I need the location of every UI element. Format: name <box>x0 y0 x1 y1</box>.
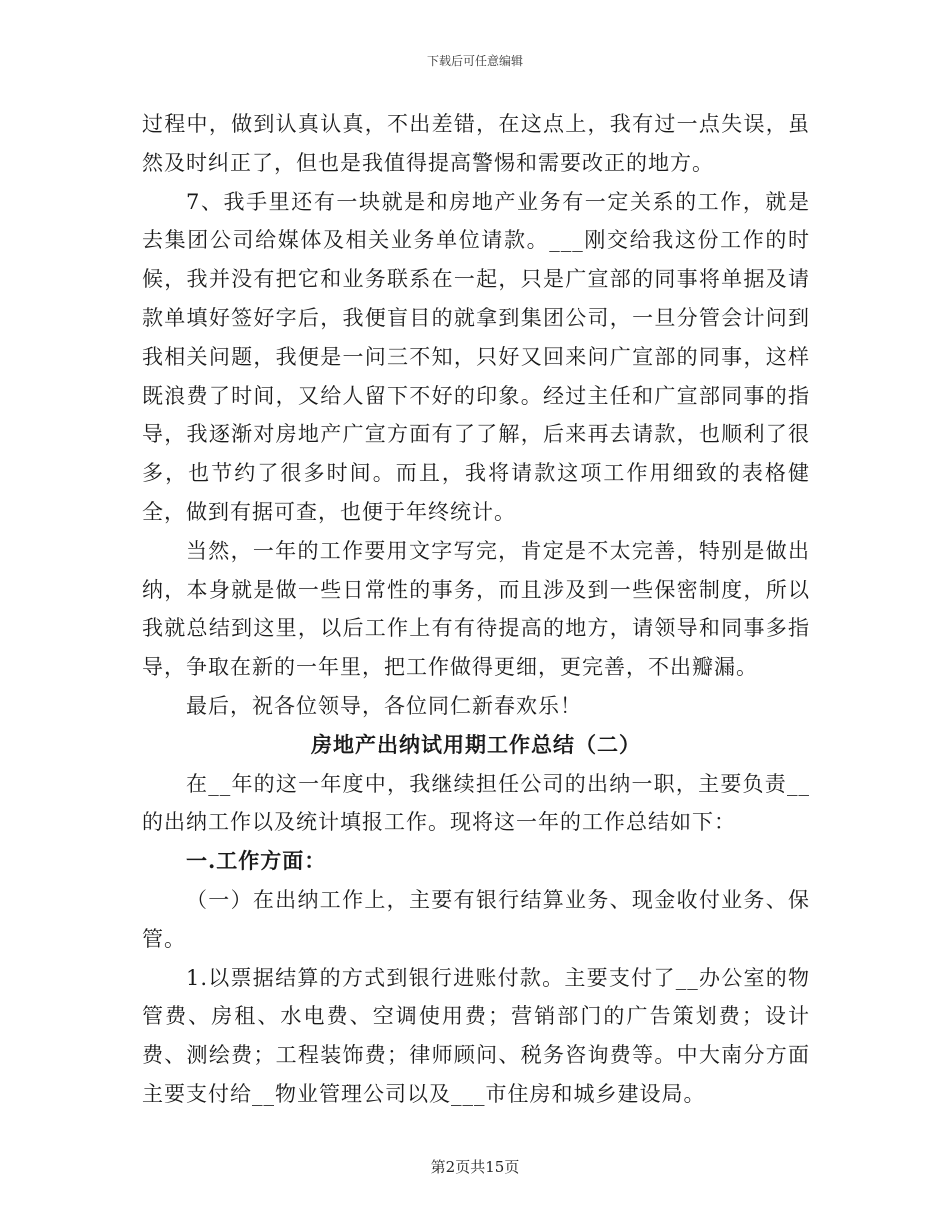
paragraph-item-seven: 7、我手里还有一块就是和房地产业务有一定关系的工作，就是去集团公司给媒体及相关业务单位请款。___刚交给我这份工作的时候，我并没有把它和业务联系在一起，只是广宣部的同事将单据及请款单填好签好字后，我便盲目的就拿到集团公司，一旦分管会计问到我相关问题，我便是一问三不知，只好又回来问广宣部的同事，这样既浪费了时间，又给人留下不好的印象。经过主任和广宣部同事的指导，我逐渐对房地产广宣方面有了了解，后来再去请款，也顺利了很多，也节约了很多时间。而且，我将请款这项工作用细致的表格健全，做到有据可查，也便于年终统计。 <box>142 189 810 524</box>
footer-suffix: 页 <box>504 1158 520 1176</box>
paragraph-conclusion: 当然，一年的工作要用文字写完，肯定是不太完善，特别是做出纳，本身就是做一些日常性的事务，而且涉及到一些保密制度，所以我就总结到这里，以后工作上有有待提高的地方，请领导和同事多指导，争取在新的一年里，把工作做得更细，更完善，不出瓣漏。 <box>142 538 810 680</box>
paragraph-item-one-detail: 1.以票据结算的方式到银行进账付款。主要支付了__办公室的物管费、房租、水电费、空调使用费；营销部门的广告策划费；设计费、测绘费；工程装饰费；律师顾问、税务咨询费等。中大南分方面主要支付给__物业管理公司以及___市住房和城乡建设局。 <box>142 965 810 1106</box>
paragraph-continuation: 过程中，做到认真认真，不出差错，在这点上，我有过一点失误，虽然及时纠正了，但也是我值得提高警惕和需要改正的地方。 <box>142 112 810 175</box>
paragraph-intro: 在__年的这一年度中，我继续担任公司的出纳一职，主要负责__的出纳工作以及统计填报工作。现将这一年的工作总结如下： <box>142 771 810 835</box>
document-body <box>142 105 810 1114</box>
footer-total-pages: 15 <box>485 1158 505 1176</box>
footer-prefix: 第 <box>430 1158 446 1176</box>
paragraph-closing-wishes: 最后，祝各位领导，各位同仁新春欢乐！ <box>186 693 582 718</box>
page-footer <box>0 1156 950 1177</box>
footer-middle: 页共 <box>455 1158 486 1176</box>
paragraph-item-one: （一）在出纳工作上，主要有银行结算业务、现金收付业务、保管。 <box>142 887 810 951</box>
footer-current-page: 2 <box>445 1158 456 1176</box>
section-title: 房地产出纳试用期工作总结（二） <box>311 731 641 757</box>
page-header: 下载后可任意编辑 <box>426 54 523 68</box>
subheading-work: 一.工作方面： <box>186 848 327 874</box>
